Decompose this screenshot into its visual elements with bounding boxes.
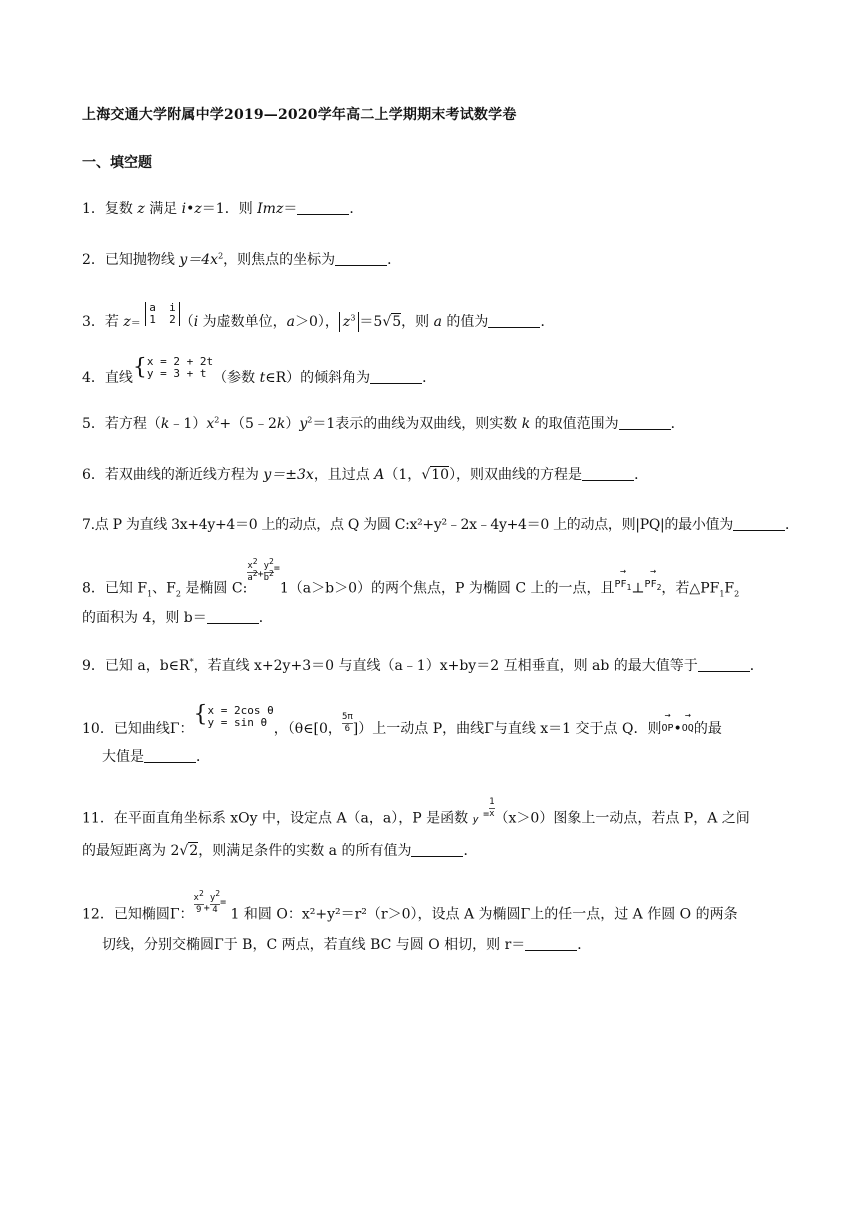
answer-blank[interactable] <box>335 251 387 266</box>
answer-blank[interactable] <box>582 466 634 481</box>
answer-blank[interactable] <box>144 748 196 763</box>
question-12-line-2: 切线，分别交椭圆Γ于 B，C 两点，若直线 BC 与圆 O 相切，则 r＝ ． <box>102 937 592 953</box>
question-8-line-2: 的面积为 4，则 b＝ ． <box>82 610 273 626</box>
fraction-y2-4: $\frac{y^2}{4}$ <box>209 889 221 915</box>
answer-blank[interactable] <box>297 200 349 215</box>
question-2: 2．已知抛物线 $y=4x^2$，则焦点的坐标为 ． <box>82 251 402 268</box>
question-9: 9．已知 a，b∈R*，若直线 x+2y+3＝0 与直线（a﹣1）x+by＝2 互相垂直，则 ab 的最大值等于 ． <box>82 657 764 674</box>
question-10: 10．已知曲线Γ：{x = 2cos θ y = sin θ ，（θ∈[0， $\frac{5\pi}{6}$ ]）上一动点 P，曲线Γ与直线 x＝1 交于点 Q．则→ OP•→ OQ的最 <box>82 717 722 741</box>
fraction-y2-b2: $\frac{y^2}{b^2}$ <box>263 557 274 583</box>
answer-blank[interactable] <box>411 842 463 857</box>
section-heading: 一、填空题 <box>82 155 152 171</box>
question-7: 7.点 P 为直线 3x+4y+4＝0 上的动点，点 Q 为圆 C:x²+y²﹣2x﹣4y+4＝0 上的动点，则|PQ|的最小值为 ． <box>82 517 799 533</box>
parametric-system: x = 2 + 2t y = 3 + t <box>146 355 214 380</box>
fraction-5pi-6: $\frac{5\pi}{6}$ <box>341 711 353 734</box>
answer-blank[interactable] <box>370 369 422 384</box>
fraction-x2-9: $\frac{x^2}{9}$ <box>193 889 204 915</box>
answer-blank[interactable] <box>733 516 785 531</box>
question-8: 8．已知 $F_1$、$F_2$ 是椭圆 C: $\frac{x^2}{a^2}$ + $\frac{y^2}{b^2}$ =1（a＞b＞0）的两个焦点，P 为椭圆 C 上的一点，且→ $PF_1\perp\to PF_2$，若$\triangle PF_1F_2$ <box>82 577 739 601</box>
question-3: 3．若 z＝ a i 1 2 （i 为虚数单位，a＞0）， $z^3 =5√5$，则 a 的值为 ． <box>82 301 555 330</box>
answer-blank[interactable] <box>525 936 577 951</box>
fraction-1-x: $\frac{1}{x}$ <box>489 797 495 819</box>
question-10-line-2: 大值是 ． <box>102 749 210 765</box>
question-4: 4．直线{x = 2 + 2t y = 3 + t （参数 t∈R）的倾斜角为 ． <box>82 355 437 386</box>
page-title: 上海交通大学附属中学2019—2020学年高二上学期期末考试数学卷 <box>82 107 517 123</box>
fraction-x2-a2: $\frac{x^2}{a^2}$ <box>247 557 258 583</box>
answer-blank[interactable] <box>207 609 259 624</box>
parametric-curve: x = 2cos θ y = sin θ <box>207 704 274 729</box>
question-1: 1．复数 z 满足 i•z＝1．则 Imz＝ ． <box>82 201 364 217</box>
answer-blank[interactable] <box>619 415 671 430</box>
question-11: 11．在平面直角坐标系 xOy 中，设定点 A（a，a），P 是函数 y = $\frac{1}{x}$ （x＞0）图象上一动点，若点 P，A 之间 <box>82 797 750 827</box>
answer-blank[interactable] <box>488 313 540 328</box>
question-12: 12．已知椭圆Γ： $\frac{x^2}{9}$ + $\frac{y^2}{4}$ = 1 和圆 O：x²+y²＝r²（r＞0），设点 A 为椭圆Γ上的任一点，过 A 作圆 O 的两条 <box>82 889 738 923</box>
question-6: 6．若双曲线的渐近线方程为 y＝±3x，且过点 A（1，√10），则双曲线的方程是 ． <box>82 467 649 483</box>
answer-blank[interactable] <box>698 657 750 672</box>
question-11-line-2: 的最短距离为 2√2，则满足条件的实数 a 的所有值为 ． <box>82 843 478 859</box>
determinant: a i 1 2 <box>145 302 180 326</box>
question-5: 5．若方程$(k﹣1)x^2+(5﹣2k)y^2=1$表示的曲线为双曲线，则实数 k 的取值范围为 ． <box>82 415 685 432</box>
